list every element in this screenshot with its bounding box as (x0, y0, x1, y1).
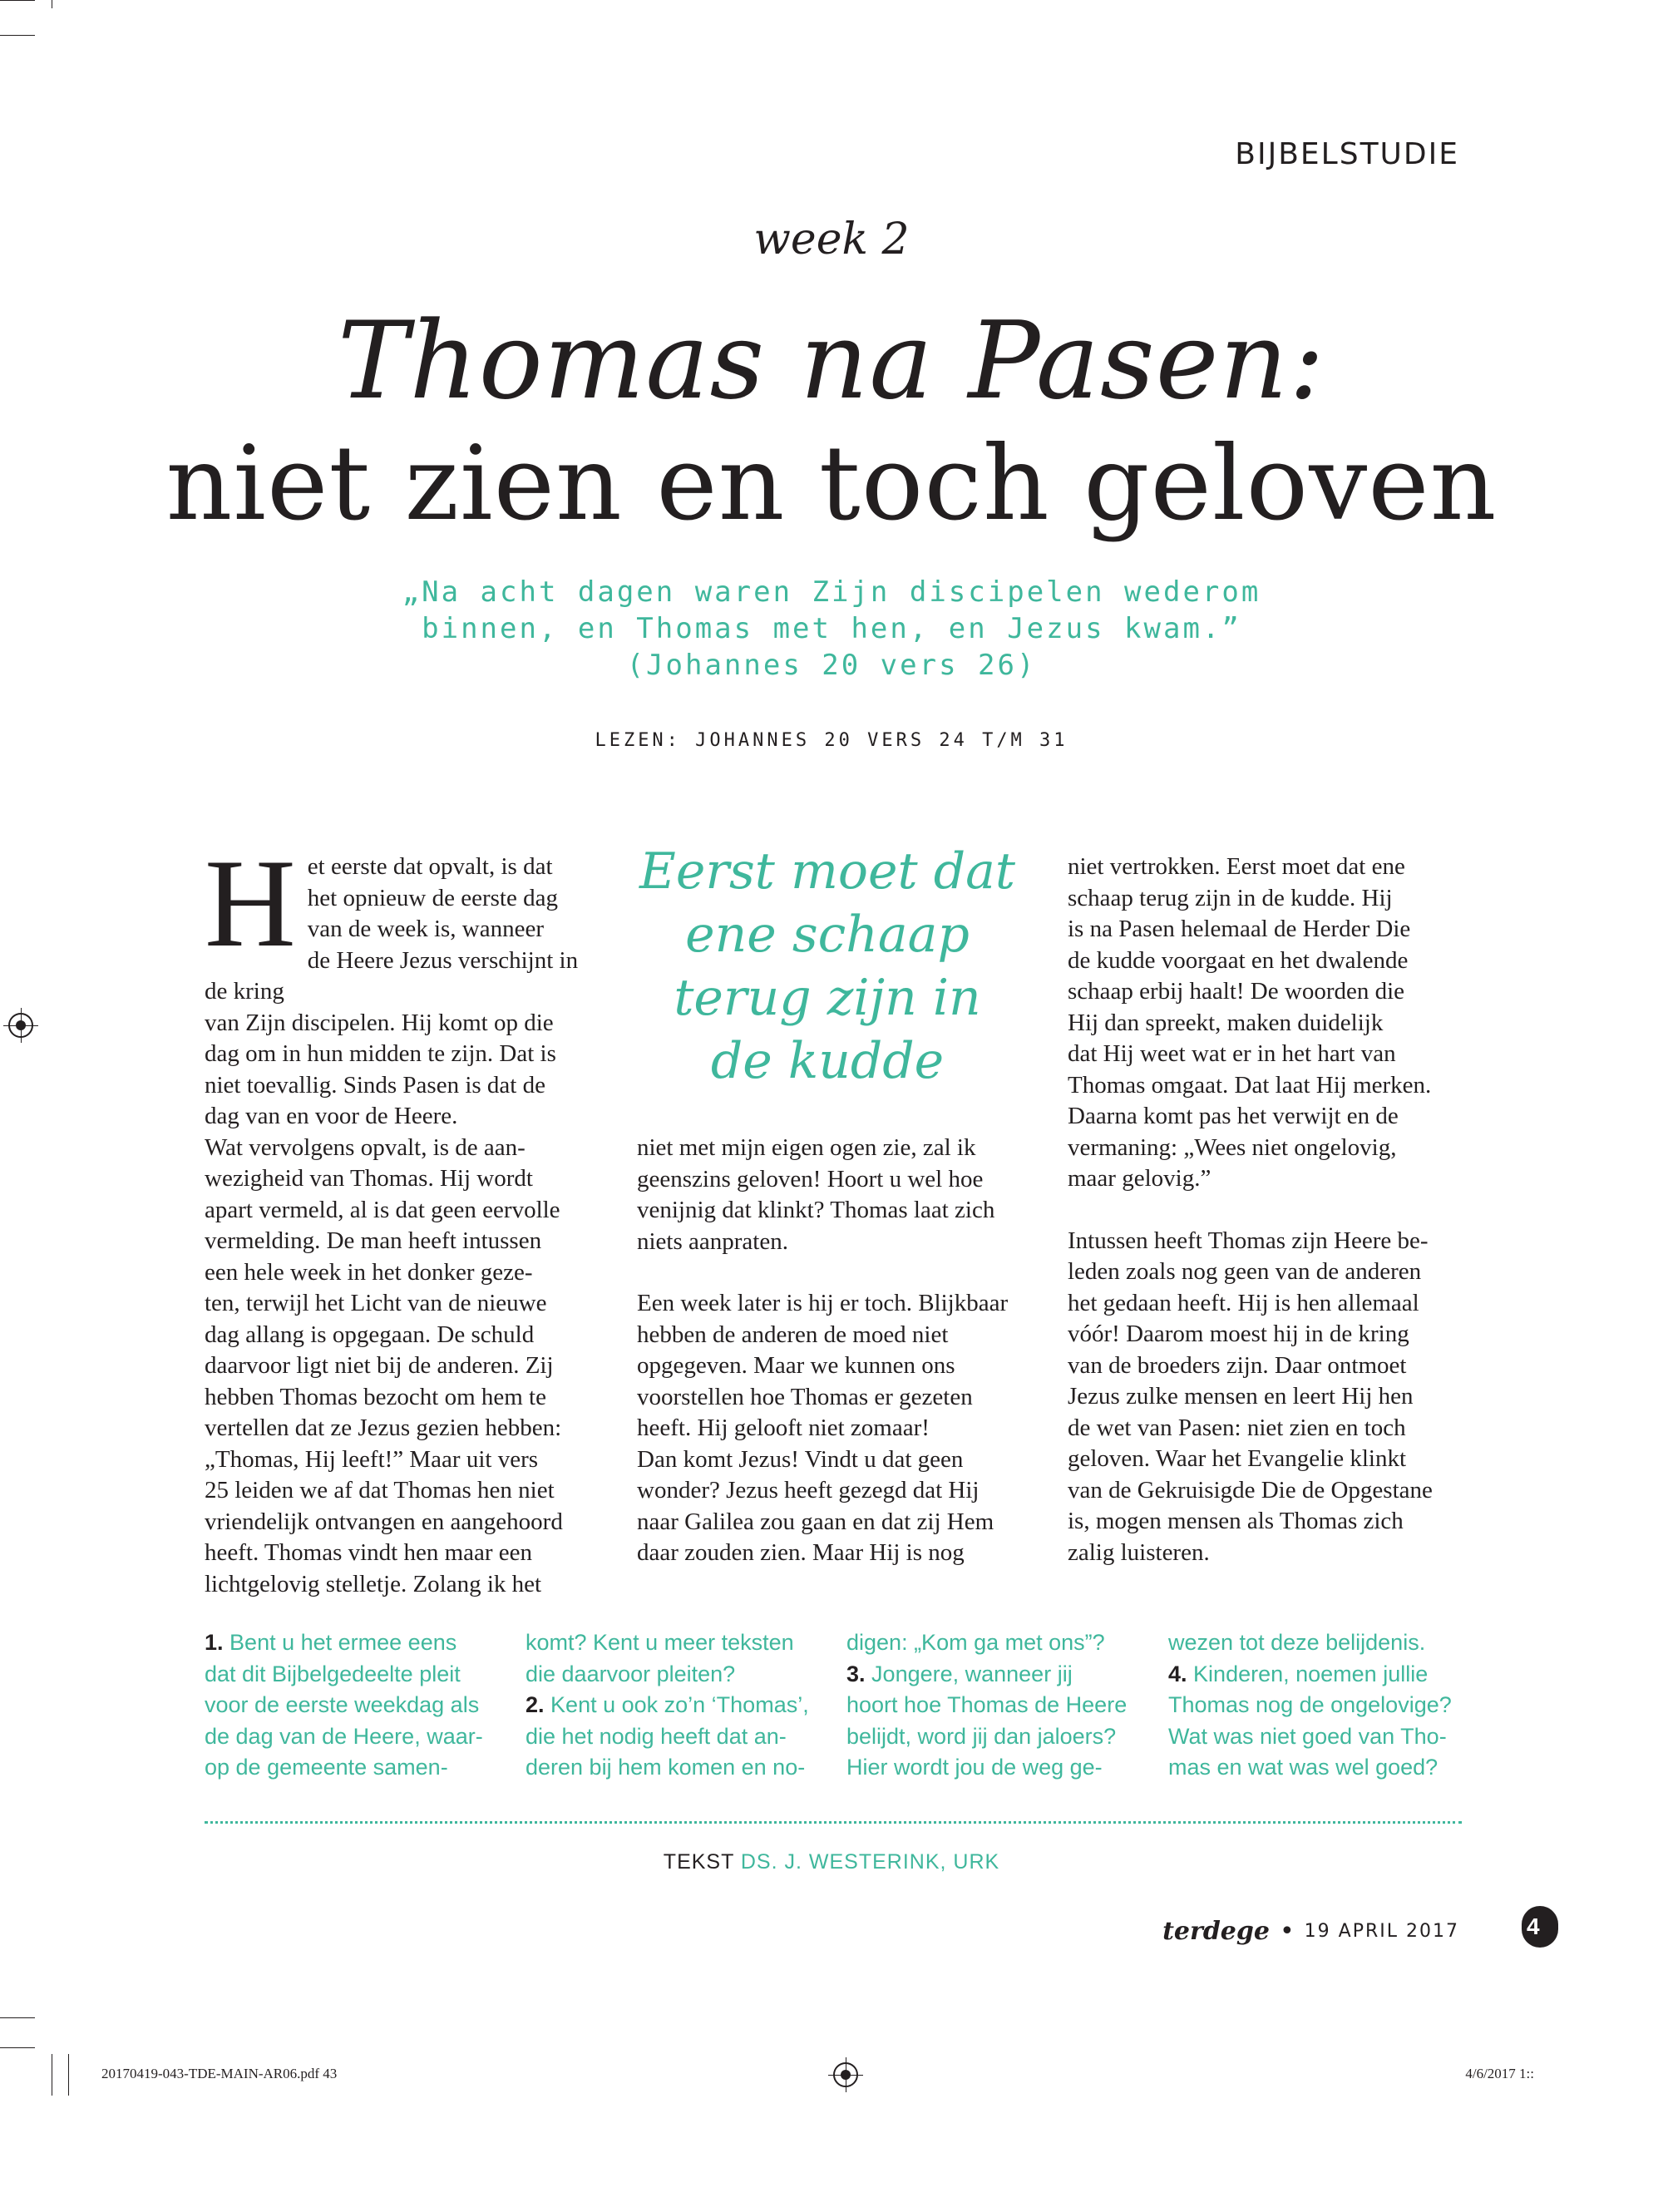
text-line: van de week is, wanneer (307, 916, 545, 942)
text-line: schaap erbij haalt! De woorden die (1068, 978, 1405, 1005)
question-column-3 (846, 1627, 1133, 1784)
dotted-divider (205, 1821, 1462, 1824)
text-line: niets aanpraten. (637, 1227, 788, 1255)
crop-mark (0, 2017, 35, 2018)
text-line: deren bij hem komen en no- (526, 1755, 806, 1780)
pull-quote-line: terug zijn in (674, 969, 981, 1027)
text-line: is na Pasen helemaal de Herder Die (1068, 916, 1411, 942)
text-line: is, mogen mensen als Thomas zich (1068, 1508, 1404, 1534)
text-line: belijdt, word jij dan jaloers? (846, 1723, 1117, 1749)
text-line: mas en wat was wel goed? (1168, 1755, 1438, 1780)
question-1: 1. Bent u het ermee eens dat dit Bijbelgedeelte pleit voor de eerste weekdag als de dag van de Heere, waar- op de gemeente samen- (205, 1630, 483, 1780)
text-line: die daarvoor pleiten? (526, 1661, 736, 1686)
text-line: wonder? Jezus heeft gezegd dat Hij (637, 1477, 980, 1503)
page-number: 4 (1522, 1906, 1558, 1948)
text-line: een hele week in het donker geze- (205, 1258, 533, 1286)
verse-reference: (Johannes 20 vers 26) (626, 649, 1037, 682)
text-line: hebben de anderen de moed niet (637, 1321, 949, 1348)
text-line: dag allang is opgegaan. De schuld (205, 1321, 535, 1348)
pull-quote-line: ene schaap (685, 906, 970, 964)
text-line: de wet van Pasen: niet zien en toch (1068, 1414, 1406, 1441)
text-line: dat dit Bijbelgedeelte pleit (205, 1661, 461, 1686)
text-line: zalig luisteren. (1068, 1538, 1210, 1566)
text-line: de Heere Jezus verschijnt in de kring (205, 946, 579, 1005)
paragraph (1068, 852, 1467, 1195)
text-line: wezigheid van Thomas. Hij wordt (205, 1165, 533, 1192)
text-line: niet toevallig. Sinds Pasen is dat de (205, 1071, 545, 1099)
question-3: 3. Jongere, wanneer jij hoort hoe Thomas de Heere belijdt, word jij dan jaloers? Hier wordt jou de weg ge- (846, 1661, 1128, 1780)
text-line: „Thomas, Hij leeft!” Maar uit vers (205, 1445, 539, 1473)
pull-quote-line: de kudde (710, 1032, 945, 1090)
text-line: voor de eerste weekdag als (205, 1692, 480, 1717)
text-line: naar Galilea zou gaan en dat zij Hem (637, 1508, 994, 1535)
text-line: niet vertrokken. Eerst moet dat ene (1068, 853, 1405, 880)
text-line: heeft. Thomas vindt hen maar een (205, 1539, 533, 1566)
credit-label: TEKST (663, 1850, 734, 1874)
text-line: Een week later is hij er toch. Blijkbaar (637, 1290, 1009, 1316)
credit-author: DS. J. WESTERINK, URK (740, 1850, 1000, 1874)
text-line: Thomas omgaat. Dat laat Hij merken. (1068, 1071, 1432, 1099)
crop-mark (0, 0, 35, 1)
text-line: opgegeven. Maar we kunnen ons (637, 1352, 955, 1379)
text-line: Jezus zulke mensen en leert Hij hen (1068, 1383, 1414, 1410)
pull-quote (615, 840, 1039, 1093)
text-line: geloven. Waar het Evangelie klinkt (1068, 1445, 1407, 1472)
question-2-continued (846, 1627, 1133, 1659)
text-line: heeft. Hij gelooft niet zomaar! (637, 1415, 930, 1441)
text-line: daar zouden zien. Maar Hij is nog (637, 1539, 965, 1566)
drop-cap: H (205, 833, 296, 973)
text-line: vertellen dat ze Jezus gezien hebben: (205, 1415, 562, 1441)
footer-brand (1162, 1917, 1459, 1946)
text-line: van Zijn discipelen. Hij komt op die (205, 1009, 554, 1036)
text-line: daarvoor ligt niet bij de anderen. Zij (205, 1352, 554, 1379)
text-line: Hier wordt jou de weg ge- (846, 1755, 1103, 1780)
verse-line: „Na acht dagen waren Zijn discipelen wederom (402, 575, 1261, 609)
crop-mark (68, 2054, 69, 2096)
title-line-1: Thomas na Pasen: (337, 299, 1326, 423)
bible-verse (0, 574, 1663, 684)
body-column-1 (205, 833, 604, 1600)
text-line: vermaning: „Wees niet ongelovig, (1068, 1133, 1397, 1161)
text-line: dag van en voor de Heere. (205, 1103, 458, 1129)
registration-mark-icon (8, 1013, 33, 1038)
author-credit (0, 1850, 1663, 1874)
text-line: geenszins geloven! Hoort u wel hoe (637, 1165, 984, 1192)
body-column-3 (1068, 852, 1467, 1568)
question-4: 4. Kinderen, noemen jullie Thomas nog de ongelovige? Wat was niet goed van Tho- mas en wat was wel goed? (1168, 1661, 1452, 1780)
body-column-2 (637, 1133, 1036, 1569)
pull-quote-line: Eerst moet dat (639, 842, 1015, 901)
question-column-2 (526, 1627, 812, 1784)
question-3-continued (1168, 1627, 1455, 1659)
text-line: venijnig dat klinkt? Thomas laat zich (637, 1197, 995, 1223)
title-line-2: niet zien en toch geloven (165, 424, 1498, 544)
text-line: van de broeders zijn. Daar ontmoet (1068, 1351, 1407, 1379)
text-line: de dag van de Heere, waar- (205, 1723, 483, 1749)
text-line: ten, terwijl het Licht van de nieuwe (205, 1290, 547, 1316)
text-line: op de gemeente samen- (205, 1755, 448, 1780)
text-line: apart vermeld, al is dat geen eervolle (205, 1196, 560, 1223)
registration-mark-icon (833, 2062, 858, 2087)
text-line: leden zoals nog geen van de anderen (1068, 1258, 1422, 1285)
text-line: Hij dan spreekt, maken duidelijk (1068, 1009, 1384, 1036)
section-label: BIJBELSTUDIE (1235, 137, 1459, 171)
text-line: van de Gekruisigde Die de Opgestane (1068, 1476, 1433, 1503)
paragraph (637, 1288, 1036, 1569)
text-line: Jongere, wanneer jij (871, 1661, 1073, 1686)
text-line: niet met mijn eigen ogen zie, zal ik (637, 1134, 976, 1161)
text-line: hebben Thomas bezocht om hem te (205, 1383, 546, 1410)
text-line: Wat was niet goed van Tho- (1168, 1723, 1447, 1749)
question-2: 2. Kent u ook zo’n ‘Thomas’, die het nodig heeft dat an- deren bij hem komen en no- (526, 1692, 809, 1780)
crop-mark (0, 2047, 35, 2048)
text-line: voorstellen hoe Thomas er gezeten (637, 1383, 973, 1410)
text-line: maar gelovig.” (1068, 1165, 1211, 1192)
text-line: Daarna komt pas het verwijt en de (1068, 1103, 1399, 1129)
text-line: vriendelijk ontvangen en aangehoord (205, 1508, 563, 1535)
verse-line: binnen, en Thomas met hen, en Jezus kwam.” (422, 612, 1241, 645)
crop-mark (0, 35, 35, 36)
text-line: vermelding. De man heeft intussen (205, 1227, 542, 1254)
text-line: hoort hoe Thomas de Heere (846, 1692, 1128, 1717)
text-line: het opnieuw de eerste dag (307, 884, 558, 911)
text-line: wezen tot deze belijdenis. (1168, 1630, 1426, 1655)
brand-logo: terdege (1162, 1917, 1270, 1946)
text-line: Wat vervolgens opvalt, is de aan- (205, 1133, 526, 1161)
text-line: vóór! Daarom moest hij in de kring (1068, 1321, 1409, 1347)
text-line: et eerste dat opvalt, is dat (307, 853, 553, 880)
slug-date: 4/6/2017 1:: (1465, 2066, 1534, 2081)
text-line: het gedaan heeft. Hij is hen allemaal (1068, 1289, 1419, 1316)
text-line: de kudde voorgaat en het dwalende (1068, 946, 1409, 974)
text-line: Kinderen, noemen jullie (1193, 1661, 1429, 1686)
text-line: Bent u het ermee eens (229, 1630, 457, 1655)
text-line: schaap terug zijn in de kudde. Hij (1068, 884, 1393, 911)
paragraph (637, 1133, 1036, 1257)
text-line: komt? Kent u meer teksten (526, 1630, 794, 1655)
text-line: dag om in hun midden te zijn. Dat is (205, 1040, 556, 1067)
text-line: Dan komt Jezus! Vindt u dat geen (637, 1445, 964, 1473)
text-line: digen: „Kom ga met ons”? (846, 1630, 1105, 1655)
question-1-continued (526, 1627, 812, 1690)
issue-date: 19 APRIL 2017 (1304, 1921, 1459, 1942)
question-column-1 (205, 1627, 491, 1784)
question-column-4 (1168, 1627, 1455, 1784)
text-line: Thomas nog de ongelovige? (1168, 1692, 1452, 1717)
slug-filename: 20170419-043-TDE-MAIN-AR06.pdf 43 (101, 2066, 338, 2081)
text-line: lichtgelovig stelletje. Zolang ik het (205, 1570, 542, 1597)
footer-separator: • (1279, 1917, 1295, 1946)
paragraph (1068, 1226, 1467, 1569)
text-line: die het nodig heeft dat an- (526, 1723, 787, 1749)
text-line: Intussen heeft Thomas zijn Heere be- (1068, 1227, 1429, 1254)
reading-reference: LEZEN: JOHANNES 20 VERS 24 T/M 31 (595, 730, 1068, 751)
text-line: dat Hij weet wat er in het hart van (1068, 1040, 1396, 1067)
text-line: 25 leiden we af dat Thomas hen niet (205, 1477, 555, 1503)
text-line: Kent u ook zo’n ‘Thomas’, (550, 1692, 809, 1717)
week-label: week 2 (753, 215, 910, 264)
